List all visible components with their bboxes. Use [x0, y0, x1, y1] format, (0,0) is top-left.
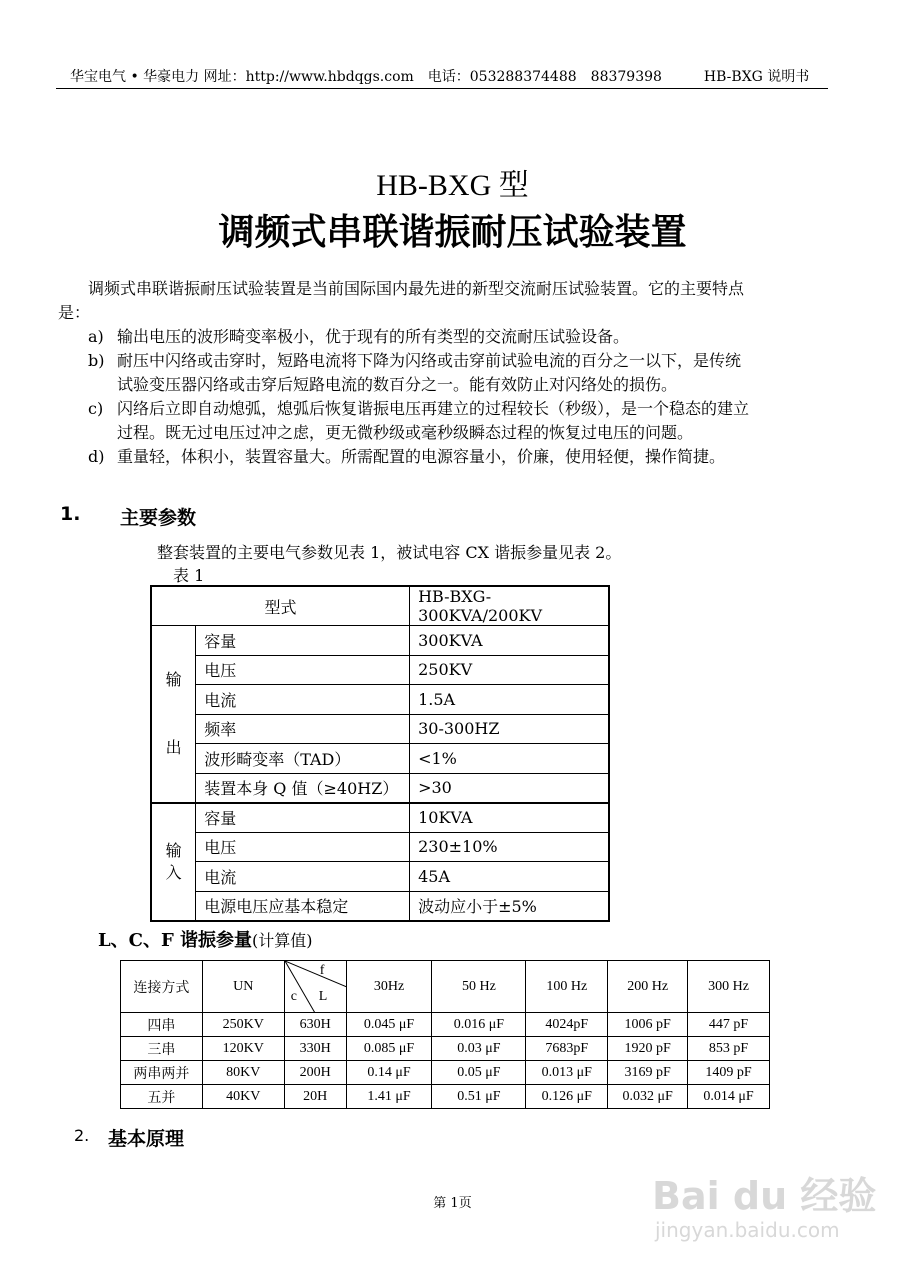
- table2-cell: 0.14 μF: [346, 1061, 432, 1085]
- feature-b-text-2: 试验变压器闪络或击穿后短路电流的数百分之一。能有效防止对闪络处的损伤。: [117, 375, 678, 394]
- table-row: [151, 744, 609, 774]
- table-row: [121, 1013, 770, 1037]
- feature-d-mark: d): [88, 447, 105, 466]
- table1-cell: 电流: [196, 685, 410, 715]
- table2-cell: 0.032 μF: [608, 1085, 688, 1109]
- table2-cell: 五并: [121, 1085, 203, 1109]
- header-rule: [56, 88, 828, 89]
- table2-cell: 20H: [284, 1085, 346, 1109]
- feature-b-mark: b): [88, 351, 105, 370]
- feature-c-text-1: 闪络后立即自动熄弧，熄弧后恢复谐振电压再建立的过程较长（秒级），是一个稳态的建立: [117, 399, 750, 418]
- table-row: [151, 803, 609, 833]
- table2-cell: 0.016 μF: [432, 1013, 526, 1037]
- intro-lead-line2: 是：: [58, 303, 91, 322]
- table1-cell: 容量: [196, 803, 410, 833]
- table-row: [151, 626, 609, 656]
- table1-cell: 电压: [196, 655, 410, 685]
- table2-header: 50 Hz: [432, 961, 526, 1013]
- table2-header: 30Hz: [346, 961, 432, 1013]
- table2-cell: 两串两并: [121, 1061, 203, 1085]
- table2-cell: 1.41 μF: [346, 1085, 432, 1109]
- table-row: [151, 891, 609, 921]
- table1-cell: 电压: [196, 832, 410, 862]
- feature-c-text-2: 过程。既无过电压过冲之虑，更无微秒级或毫秒级瞬态过程的恢复过电压的问题。: [117, 423, 694, 442]
- table1-input-char2: 入: [165, 862, 182, 882]
- section2-title: 基本原理: [108, 1128, 185, 1150]
- table2-cell: 0.013 μF: [526, 1061, 608, 1085]
- table1-cell: 230±10%: [410, 832, 609, 862]
- table2: [120, 960, 770, 1109]
- table2-cell: 630H: [284, 1013, 346, 1037]
- table-row: [121, 1061, 770, 1085]
- table2-cell: 7683pF: [526, 1037, 608, 1061]
- doc-title: 调频式串联谐振耐压试验装置: [218, 212, 687, 253]
- table1-cell: 装置本身 Q 值（≥40HZ）: [196, 773, 410, 803]
- table2-head-row: [121, 961, 770, 1013]
- table2-cell: 0.045 μF: [346, 1013, 432, 1037]
- table1-cell: 300KVA: [410, 626, 609, 656]
- diag-f: f: [319, 963, 325, 978]
- table1-cell: 波动应小于±5%: [410, 891, 609, 921]
- table1-cell: <1%: [410, 744, 609, 774]
- table1-input-char1: 输: [165, 840, 182, 860]
- table1-head-model-value: HB-BXG-300KVA/200KV: [410, 586, 609, 626]
- table1-cell: 30-300HZ: [410, 714, 609, 744]
- table-row: [151, 832, 609, 862]
- table2-header: 200 Hz: [608, 961, 688, 1013]
- lcf-note: (计算值): [252, 931, 313, 950]
- table2-cell: 0.51 μF: [432, 1085, 526, 1109]
- table2-cell: 40KV: [202, 1085, 284, 1109]
- table2-cell: 1920 pF: [608, 1037, 688, 1061]
- feature-d-text: 重量轻，体积小，装置容量大。所需配置的电源容量小，价廉，使用轻便，操作简捷。: [117, 447, 726, 466]
- table-row: [151, 685, 609, 715]
- table-row: [121, 1085, 770, 1109]
- section1-desc: 整套装置的主要电气参数见表 1，被试电容 CX 谐振参量见表 2。: [157, 543, 622, 562]
- diagonal-lines: [285, 961, 347, 1013]
- table1-cell: 250KV: [410, 655, 609, 685]
- page-footer: 第 1页: [433, 1196, 472, 1211]
- feature-a-text: 输出电压的波形畸变率极小，优于现有的所有类型的交流耐压试验设备。: [117, 327, 630, 346]
- table1-output-char1: 输: [165, 669, 182, 689]
- table2-header: 300 Hz: [688, 961, 770, 1013]
- table2-cell: 250KV: [202, 1013, 284, 1037]
- table1-head-model-label: 型式: [151, 586, 410, 626]
- watermark-logo: Bai du 经验: [652, 1174, 877, 1218]
- table2-cell: 0.126 μF: [526, 1085, 608, 1109]
- table2-cell: 0.05 μF: [432, 1061, 526, 1085]
- feature-a-mark: a): [88, 327, 104, 346]
- table1-cell: 容量: [196, 626, 410, 656]
- table2-cell: 1409 pF: [688, 1061, 770, 1085]
- table2-cell: 80KV: [202, 1061, 284, 1085]
- table2-cell: 120KV: [202, 1037, 284, 1061]
- table1: [150, 585, 610, 922]
- table1-cell: 45A: [410, 862, 609, 892]
- table2-cell: 200H: [284, 1061, 346, 1085]
- table1-input-group: [151, 803, 196, 921]
- table-row: [151, 862, 609, 892]
- table1-cell: 10KVA: [410, 803, 609, 833]
- table2-cell: 330H: [284, 1037, 346, 1061]
- table2-cell: 三串: [121, 1037, 203, 1061]
- table1-output-group: [151, 626, 196, 803]
- diag-L: L: [318, 989, 328, 1004]
- table2-cell: 0.03 μF: [432, 1037, 526, 1061]
- table2-cell: 853 pF: [688, 1037, 770, 1061]
- table1-cell: 电流: [196, 862, 410, 892]
- feature-b-text-1: 耐压中闪络或击穿时，短路电流将下降为闪络或击穿前试验电流的百分之一以下，是传统: [117, 351, 742, 370]
- table2-cell: 0.085 μF: [346, 1037, 432, 1061]
- table2-cell: 0.014 μF: [688, 1085, 770, 1109]
- doc-title-model: HB-BXG 型: [376, 169, 529, 202]
- table-row: [151, 714, 609, 744]
- table2-cell: 447 pF: [688, 1013, 770, 1037]
- table2-cell: 4024pF: [526, 1013, 608, 1037]
- lcf-heading: [98, 926, 313, 952]
- table2-cell: 3169 pF: [608, 1061, 688, 1085]
- lcf-title: L、C、F 谐振参量: [98, 930, 253, 951]
- diag-c: c: [290, 989, 297, 1004]
- table1-cell: >30: [410, 773, 609, 803]
- table1-label: 表 1: [173, 566, 205, 585]
- section1-title: 主要参数: [120, 507, 197, 529]
- section2-number: 2.: [74, 1126, 90, 1145]
- table1-head-row: [151, 586, 609, 626]
- intro-lead-line1: 调频式串联谐振耐压试验装置是当前国际国内最先进的新型交流耐压试验装置。它的主要特点: [88, 279, 745, 298]
- table1-cell: 1.5A: [410, 685, 609, 715]
- table2-header: 100 Hz: [526, 961, 608, 1013]
- table1-cell: 波形畸变率（TAD）: [196, 744, 410, 774]
- table-row: [151, 655, 609, 685]
- feature-c-mark: c): [88, 399, 104, 418]
- section1-number: 1.: [60, 503, 81, 525]
- table-row: [121, 1037, 770, 1061]
- page-header: 华宝电气 • 华豪电力 网址：http://www.hbdqgs.com 电话：053288374488 88379398 HB-BXG 说明书: [70, 69, 810, 85]
- watermark-url: jingyan.baidu.com: [655, 1218, 840, 1242]
- table1-output-char2: 出: [165, 737, 182, 757]
- table2-cell: 四串: [121, 1013, 203, 1037]
- table1-cell: 电源电压应基本稳定: [196, 891, 410, 921]
- table2-header: 连接方式: [121, 961, 203, 1013]
- table-row: [151, 773, 609, 803]
- table1-cell: 频率: [196, 714, 410, 744]
- table2-cell: 1006 pF: [608, 1013, 688, 1037]
- table2-header: UN: [202, 961, 284, 1013]
- table2-diag-cell: [284, 961, 346, 1013]
